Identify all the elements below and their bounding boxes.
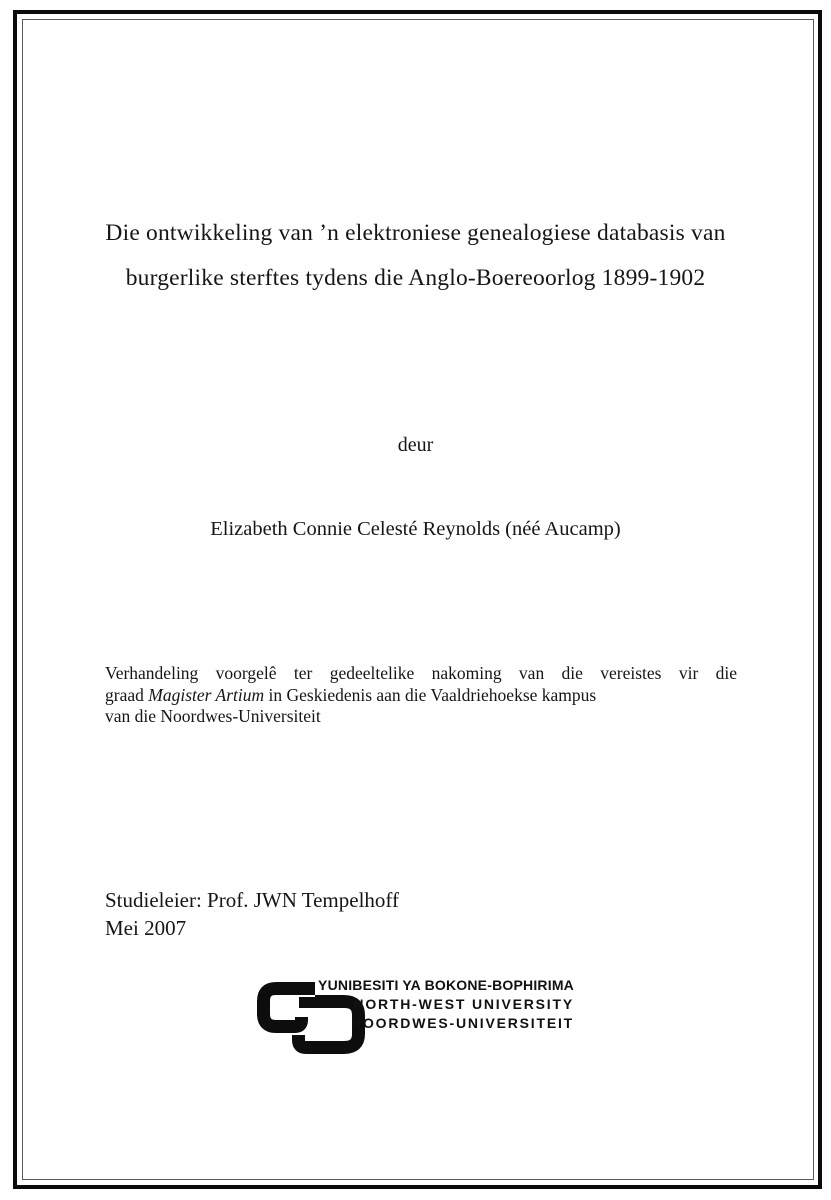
date-line: Mei 2007 [105,916,187,940]
statement-line-2-prefix: graad [105,684,149,705]
degree-name-italic: Magister Artium [148,684,265,705]
statement-line-2-suffix: in Geskiedenis aan die Vaaldriehoekse kampus [264,684,597,705]
degree-statement [105,663,737,728]
thesis-title-line-1: Die ontwikkeling van ’n elektroniese genealogiese databasis van [105,220,726,246]
thesis-title-line-2: burgerlike sterftes tydens die Anglo-Boereoorlog 1899-1902 [125,265,706,291]
logo-text [318,976,574,1033]
statement-line-1: Verhandeling voorgelê ter gedeeltelike nakoming van die vereistes vir die [105,663,737,683]
supervisor-line: Studieleier: Prof. JWN Tempelhoff [105,888,400,912]
byline-label: deur [397,434,434,456]
logo-line-afrikaans: NOORDWES-UNIVERSITEIT [351,1015,574,1031]
logo-line-setswana: YUNIBESITI YA BOKONE-BOPHIRIMA [318,977,574,993]
statement-line-2 [105,685,737,707]
supervisor-block [105,886,399,942]
logo-line-english: NORTH-WEST UNIVERSITY [353,996,574,1012]
author-name: Elizabeth Connie Celesté Reynolds (néé Aucamp) [210,518,621,540]
statement-line-3: van die Noordwes-Universiteit [105,706,321,726]
thesis-title [40,211,791,301]
